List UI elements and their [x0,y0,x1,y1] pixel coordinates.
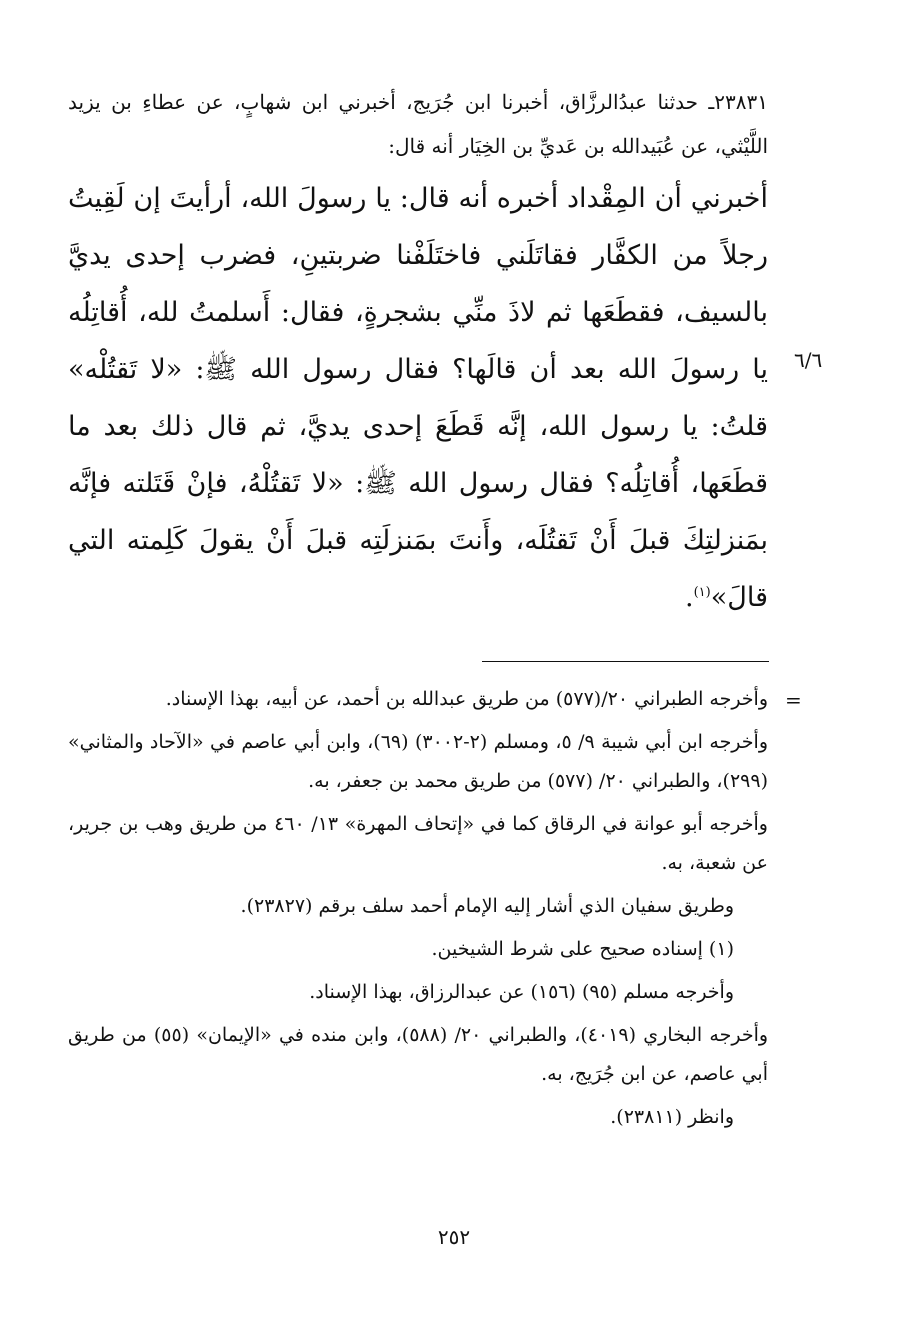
hadith-matn: أخبرني أن المِقْداد أخبره أنه قال: يا رسولَ الله، أرأيتَ إن لَقِيتُ رجلاً من الكفَّار فقاتَلَني فاختَلَفْنا ضربتينِ، فضرب إحدى يديَّ بالسيف، فقطَعَها ثم لاذَ منِّي بشجرةٍ، فقال: أَسلمتُ لله، أُقاتِلُه يا رسولَ الله بعد أن قالَها؟ فقال رسول الله ﷺ: «لا تَقتُلْه» قلتُ: يا رسول الله، إنَّه قَطَعَ إحدى يديَّ، ثم قال ذلك بعد ما قطَعَها، أُقاتِلُه؟ فقال رسول الله ﷺ: «لا تَقتُلْهُ، فإنْ قَتَلته فإنَّه بمَنزلتِكَ قبلَ أَنْ تَقتُلَه، وأَنتَ بمَنزلَتِه قبلَ أَنْ يقولَ كَلِمته التي قالَ» [68,183,768,613]
page-number: ٢٥٢ [437,1225,471,1249]
footnote-continuation-mark: = [785,688,802,712]
margin-volume-page-mark: ٦/٦ [794,348,823,372]
footnote-paragraph: وأخرجه مسلم (٩٥) (١٥٦) عن عبدالرزاق، بهذا الإسناد. [309,981,734,1003]
footnotes-section [68,680,768,1141]
footnote-paragraph: وأخرجه أبو عوانة في الرقاق كما في «إتحاف المهرة» ١٣/ ٤٦٠ من طريق وهب بن جرير، عن شعبة، به. [68,813,768,874]
footnote-ref: (١) [693,585,711,600]
footnote-paragraph: وأخرجه ابن أبي شيبة ٩/ ٥، ومسلم (٢-٣٠٠٢) (٦٩)، وابن أبي عاصم في «الآحاد والمثاني» (٢٩٩)، والطبراني ٢٠/ (٥٧٧) من طريق محمد بن جعفر، به. [68,731,768,792]
footnote-paragraph: وأخرجه الطبراني ٢٠/(٥٧٧) من طريق عبدالله بن أحمد، عن أبيه، بهذا الإسناد. [165,688,768,710]
footnote-paragraph: وطريق سفيان الذي أشار إليه الإمام أحمد سلف برقم (٢٣٨٢٧). [240,895,734,917]
hadith-body [68,170,768,626]
footnote-paragraph: (١) إسناده صحيح على شرط الشيخين. [431,938,734,960]
hadith-isnad: ٢٣٨٣١ـ حدثنا عبدُالرزَّاق، أخبرنا ابن جُرَيج، أخبرني ابن شهابٍ، عن عطاءِ بن يزيد اللَّيْثي، عن عُبَيدالله بن عَديِّ بن الخِيَار أنه قال: [68,90,768,158]
footnote-paragraph: وأخرجه البخاري (٤٠١٩)، والطبراني ٢٠/ (٥٨٨)، وابن منده في «الإيمان» (٥٥) من طريق أبي عاصم، عن ابن جُرَيج، به. [68,1024,769,1085]
footnote-separator [482,661,769,662]
hadith-end-mark: . [684,582,694,613]
footnote-paragraph: وانظر (٢٣٨١١). [610,1106,734,1128]
hadith-header [68,80,768,168]
